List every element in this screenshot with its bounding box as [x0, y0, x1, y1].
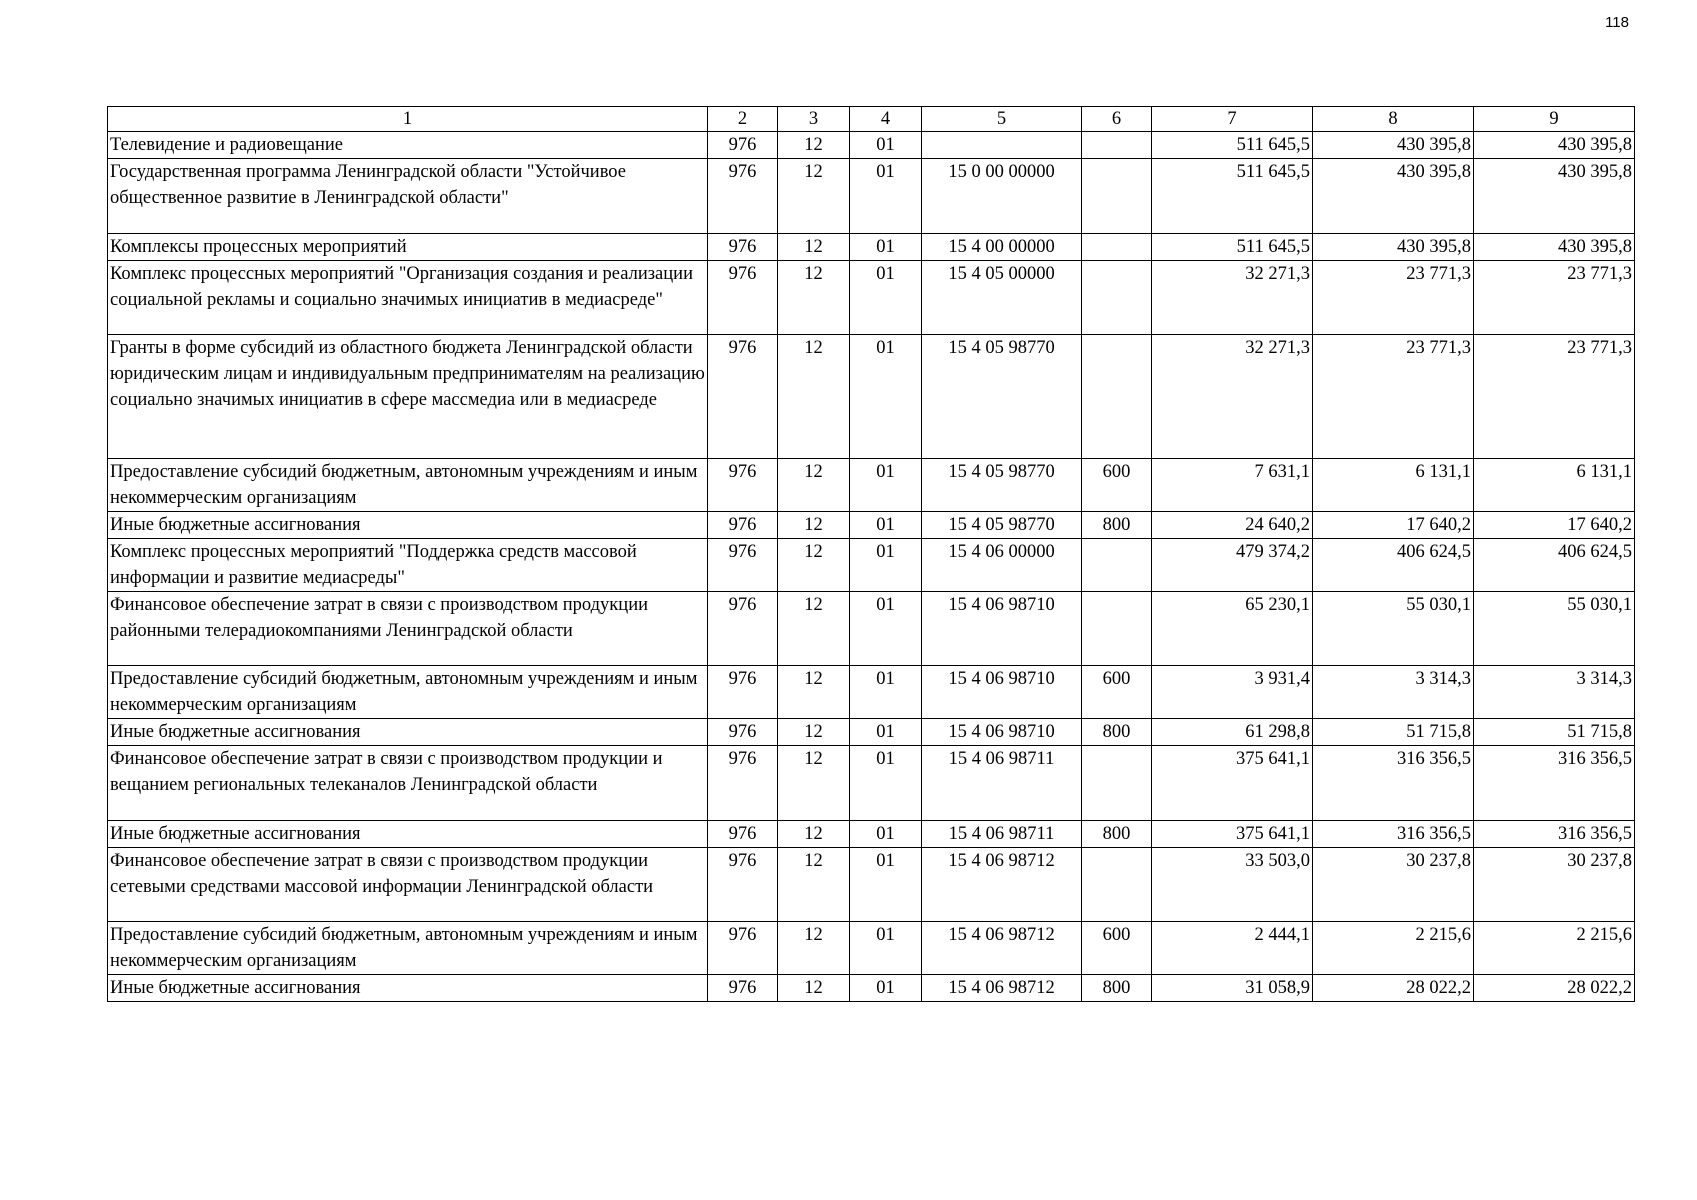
row-amount-cell: 65 230,1	[1152, 591, 1313, 666]
row-section-cell: 12	[778, 458, 850, 511]
row-code-cell: 976	[708, 922, 778, 975]
row-amount-cell: 23 771,3	[1313, 260, 1474, 335]
row-expense-type-cell	[1082, 746, 1152, 821]
row-expense-type-cell	[1082, 159, 1152, 234]
row-amount-cell: 3 314,3	[1474, 666, 1635, 719]
row-section-cell: 12	[778, 511, 850, 538]
row-section-cell: 12	[778, 233, 850, 260]
row-expense-type-cell	[1082, 132, 1152, 159]
table-row	[108, 233, 1635, 260]
row-amount-cell: 6 131,1	[1313, 458, 1474, 511]
table-body	[108, 132, 1635, 1002]
row-code-cell: 976	[708, 820, 778, 847]
row-expense-type-cell	[1082, 538, 1152, 591]
header-cell: 6	[1082, 107, 1152, 132]
row-section-cell: 12	[778, 820, 850, 847]
row-subsection-cell: 01	[850, 458, 922, 511]
row-amount-cell: 511 645,5	[1152, 132, 1313, 159]
row-amount-cell: 51 715,8	[1313, 719, 1474, 746]
row-expense-type-cell: 600	[1082, 458, 1152, 511]
row-section-cell: 12	[778, 847, 850, 922]
row-amount-cell: 375 641,1	[1152, 746, 1313, 821]
row-target-cell: 15 4 06 98710	[922, 591, 1082, 666]
row-target-cell: 15 4 05 00000	[922, 260, 1082, 335]
table-row	[108, 591, 1635, 666]
row-target-cell: 15 4 06 98712	[922, 922, 1082, 975]
header-cell: 2	[708, 107, 778, 132]
row-amount-cell: 430 395,8	[1474, 132, 1635, 159]
row-section-cell: 12	[778, 260, 850, 335]
row-target-cell: 15 4 06 98710	[922, 719, 1082, 746]
row-amount-cell: 24 640,2	[1152, 511, 1313, 538]
header-row	[108, 107, 1635, 132]
row-target-cell: 15 4 06 00000	[922, 538, 1082, 591]
row-target-cell: 15 4 05 98770	[922, 335, 1082, 459]
row-amount-cell: 406 624,5	[1474, 538, 1635, 591]
table-row	[108, 260, 1635, 335]
row-expense-type-cell: 600	[1082, 922, 1152, 975]
row-amount-cell: 375 641,1	[1152, 820, 1313, 847]
row-amount-cell: 17 640,2	[1313, 511, 1474, 538]
row-subsection-cell: 01	[850, 335, 922, 459]
row-amount-cell: 2 215,6	[1313, 922, 1474, 975]
row-target-cell: 15 4 06 98710	[922, 666, 1082, 719]
row-subsection-cell: 01	[850, 666, 922, 719]
row-expense-type-cell: 800	[1082, 511, 1152, 538]
row-target-cell: 15 4 00 00000	[922, 233, 1082, 260]
row-amount-cell: 23 771,3	[1474, 260, 1635, 335]
row-amount-cell: 23 771,3	[1474, 335, 1635, 459]
row-section-cell: 12	[778, 922, 850, 975]
row-amount-cell: 30 237,8	[1474, 847, 1635, 922]
header-cell: 1	[108, 107, 708, 132]
row-subsection-cell: 01	[850, 159, 922, 234]
header-cell: 5	[922, 107, 1082, 132]
table-row	[108, 922, 1635, 975]
row-section-cell: 12	[778, 159, 850, 234]
row-amount-cell: 2 215,6	[1474, 922, 1635, 975]
row-amount-cell: 51 715,8	[1474, 719, 1635, 746]
row-code-cell: 976	[708, 666, 778, 719]
row-amount-cell: 23 771,3	[1313, 335, 1474, 459]
row-code-cell: 976	[708, 458, 778, 511]
row-amount-cell: 31 058,9	[1152, 975, 1313, 1002]
header-cell: 7	[1152, 107, 1313, 132]
row-amount-cell: 28 022,2	[1474, 975, 1635, 1002]
table-row	[108, 538, 1635, 591]
row-amount-cell: 406 624,5	[1313, 538, 1474, 591]
row-amount-cell: 430 395,8	[1313, 159, 1474, 234]
row-name-cell: Государственная программа Ленинградской области "Устойчивое общественное развитие в Ленинградской области"	[108, 159, 708, 234]
row-subsection-cell: 01	[850, 746, 922, 821]
budget-table	[107, 106, 1635, 1002]
row-section-cell: 12	[778, 975, 850, 1002]
row-amount-cell: 316 356,5	[1313, 746, 1474, 821]
row-name-cell: Предоставление субсидий бюджетным, автономным учреждениям и иным некоммерческим организациям	[108, 666, 708, 719]
row-name-cell: Иные бюджетные ассигнования	[108, 511, 708, 538]
row-target-cell: 15 4 05 98770	[922, 458, 1082, 511]
table-row	[108, 159, 1635, 234]
table-row	[108, 746, 1635, 821]
row-target-cell	[922, 132, 1082, 159]
row-expense-type-cell: 600	[1082, 666, 1152, 719]
row-amount-cell: 511 645,5	[1152, 233, 1313, 260]
row-name-cell: Финансовое обеспечение затрат в связи с производством продукции районными телерадиокомпаниями Ленинградской области	[108, 591, 708, 666]
row-subsection-cell: 01	[850, 820, 922, 847]
table-row	[108, 511, 1635, 538]
row-subsection-cell: 01	[850, 975, 922, 1002]
row-amount-cell: 3 931,4	[1152, 666, 1313, 719]
header-cell: 4	[850, 107, 922, 132]
row-code-cell: 976	[708, 132, 778, 159]
row-code-cell: 976	[708, 511, 778, 538]
row-subsection-cell: 01	[850, 538, 922, 591]
row-code-cell: 976	[708, 591, 778, 666]
header-cell: 3	[778, 107, 850, 132]
row-section-cell: 12	[778, 335, 850, 459]
row-subsection-cell: 01	[850, 132, 922, 159]
row-amount-cell: 430 395,8	[1313, 233, 1474, 260]
row-amount-cell: 479 374,2	[1152, 538, 1313, 591]
row-name-cell: Гранты в форме субсидий из областного бюджета Ленинградской области юридическим лицам и индивидуальным предпринимателям на реализацию социально значимых инициатив в сфере массмедиа или в медиасреде	[108, 335, 708, 459]
row-name-cell: Предоставление субсидий бюджетным, автономным учреждениям и иным некоммерческим организациям	[108, 458, 708, 511]
row-amount-cell: 430 395,8	[1474, 233, 1635, 260]
row-amount-cell: 17 640,2	[1474, 511, 1635, 538]
row-section-cell: 12	[778, 666, 850, 719]
table-row	[108, 132, 1635, 159]
table-row	[108, 847, 1635, 922]
row-subsection-cell: 01	[850, 922, 922, 975]
table-row	[108, 335, 1635, 459]
row-amount-cell: 2 444,1	[1152, 922, 1313, 975]
row-amount-cell: 32 271,3	[1152, 260, 1313, 335]
row-amount-cell: 3 314,3	[1313, 666, 1474, 719]
row-amount-cell: 55 030,1	[1313, 591, 1474, 666]
row-code-cell: 976	[708, 159, 778, 234]
row-code-cell: 976	[708, 975, 778, 1002]
row-code-cell: 976	[708, 335, 778, 459]
row-name-cell: Телевидение и радиовещание	[108, 132, 708, 159]
header-cell: 9	[1474, 107, 1635, 132]
row-expense-type-cell	[1082, 335, 1152, 459]
row-section-cell: 12	[778, 538, 850, 591]
row-amount-cell: 6 131,1	[1474, 458, 1635, 511]
row-amount-cell: 511 645,5	[1152, 159, 1313, 234]
row-expense-type-cell	[1082, 260, 1152, 335]
row-subsection-cell: 01	[850, 233, 922, 260]
row-section-cell: 12	[778, 719, 850, 746]
row-subsection-cell: 01	[850, 511, 922, 538]
row-code-cell: 976	[708, 746, 778, 821]
row-subsection-cell: 01	[850, 847, 922, 922]
row-amount-cell: 316 356,5	[1474, 746, 1635, 821]
row-target-cell: 15 0 00 00000	[922, 159, 1082, 234]
row-name-cell: Иные бюджетные ассигнования	[108, 820, 708, 847]
row-amount-cell: 33 503,0	[1152, 847, 1313, 922]
row-code-cell: 976	[708, 719, 778, 746]
row-subsection-cell: 01	[850, 719, 922, 746]
row-subsection-cell: 01	[850, 591, 922, 666]
table-row	[108, 666, 1635, 719]
row-amount-cell: 28 022,2	[1313, 975, 1474, 1002]
row-target-cell: 15 4 06 98712	[922, 975, 1082, 1002]
row-name-cell: Финансовое обеспечение затрат в связи с производством продукции сетевыми средствами массовой информации Ленинградской области	[108, 847, 708, 922]
row-amount-cell: 7 631,1	[1152, 458, 1313, 511]
row-name-cell: Комплекс процессных мероприятий "Поддержка средств массовой информации и развитие медиасреды"	[108, 538, 708, 591]
row-section-cell: 12	[778, 746, 850, 821]
table-row	[108, 719, 1635, 746]
row-target-cell: 15 4 06 98711	[922, 746, 1082, 821]
row-code-cell: 976	[708, 538, 778, 591]
row-code-cell: 976	[708, 847, 778, 922]
row-amount-cell: 32 271,3	[1152, 335, 1313, 459]
row-expense-type-cell	[1082, 233, 1152, 260]
row-target-cell: 15 4 06 98712	[922, 847, 1082, 922]
row-target-cell: 15 4 06 98711	[922, 820, 1082, 847]
row-amount-cell: 430 395,8	[1313, 132, 1474, 159]
row-expense-type-cell: 800	[1082, 719, 1152, 746]
row-expense-type-cell: 800	[1082, 975, 1152, 1002]
header-cell: 8	[1313, 107, 1474, 132]
row-subsection-cell: 01	[850, 260, 922, 335]
row-target-cell: 15 4 05 98770	[922, 511, 1082, 538]
row-expense-type-cell: 800	[1082, 820, 1152, 847]
row-name-cell: Финансовое обеспечение затрат в связи с производством продукции и вещанием региональных телеканалов Ленинградской области	[108, 746, 708, 821]
row-code-cell: 976	[708, 260, 778, 335]
row-name-cell: Иные бюджетные ассигнования	[108, 975, 708, 1002]
row-expense-type-cell	[1082, 847, 1152, 922]
row-amount-cell: 55 030,1	[1474, 591, 1635, 666]
row-amount-cell: 316 356,5	[1313, 820, 1474, 847]
table-row	[108, 820, 1635, 847]
page-number: 118	[1605, 14, 1629, 31]
row-expense-type-cell	[1082, 591, 1152, 666]
row-amount-cell: 30 237,8	[1313, 847, 1474, 922]
row-name-cell: Комплексы процессных мероприятий	[108, 233, 708, 260]
table-row	[108, 458, 1635, 511]
row-amount-cell: 430 395,8	[1474, 159, 1635, 234]
row-amount-cell: 61 298,8	[1152, 719, 1313, 746]
row-name-cell: Предоставление субсидий бюджетным, автономным учреждениям и иным некоммерческим организациям	[108, 922, 708, 975]
row-section-cell: 12	[778, 591, 850, 666]
row-code-cell: 976	[708, 233, 778, 260]
row-name-cell: Иные бюджетные ассигнования	[108, 719, 708, 746]
row-amount-cell: 316 356,5	[1474, 820, 1635, 847]
table-row	[108, 975, 1635, 1002]
row-name-cell: Комплекс процессных мероприятий "Организация создания и реализации социальной рекламы и социально значимых инициатив в медиасреде"	[108, 260, 708, 335]
row-section-cell: 12	[778, 132, 850, 159]
